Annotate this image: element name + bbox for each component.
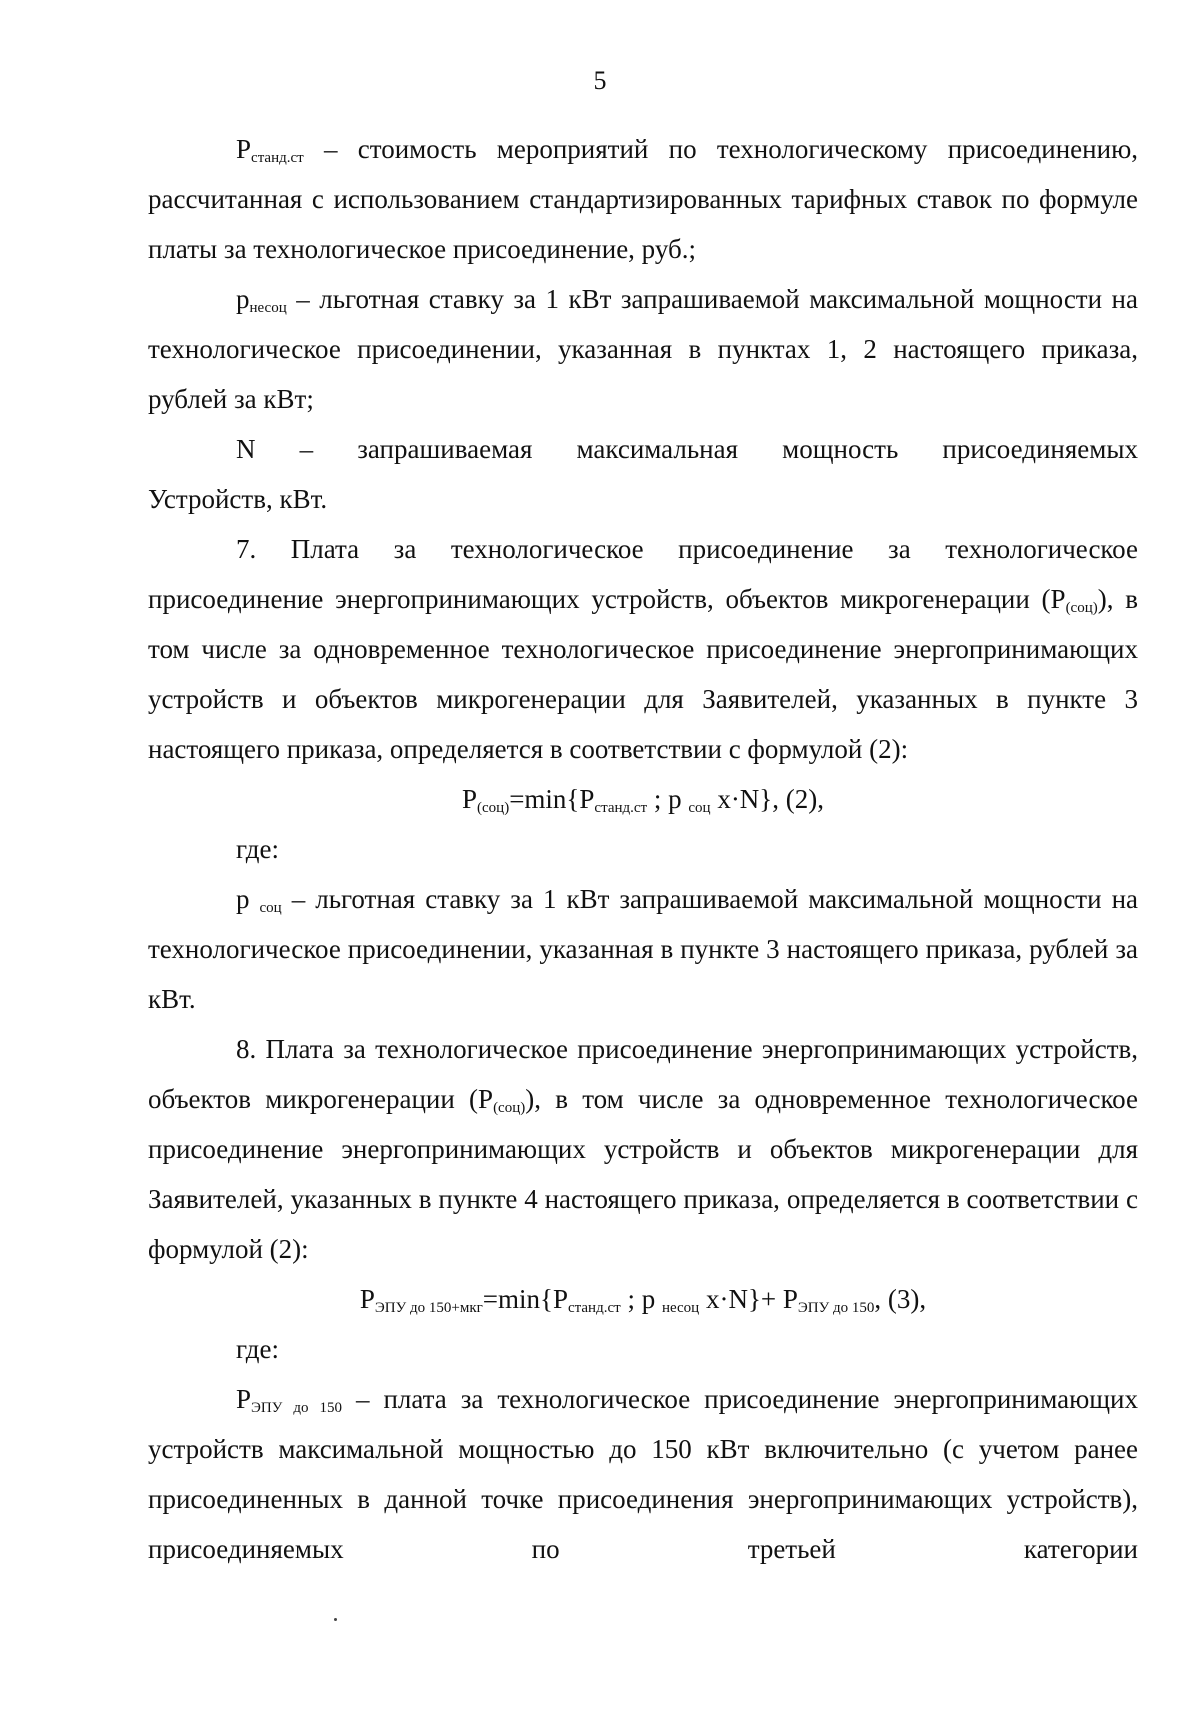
definition-p-soc — [148, 874, 1138, 1024]
definition-text: – плата за технологическое присоединение энергопринимающих устройств максимальной мощностью до 150 кВт включительно (с учетом ранее присоединенных в данной точке присоединения энергопринимающих устройств), присоединяемых по третьей категории — [148, 1384, 1138, 1564]
symbol-subscript: (соц) — [1065, 600, 1098, 616]
definition-n-line1: N – запрашиваемая максимальная мощность присоединяемых — [236, 434, 1138, 464]
formula-part: x·N}+ P — [699, 1284, 798, 1314]
formula-part: , (3), — [874, 1284, 927, 1314]
where-label: где: — [236, 834, 279, 864]
definition-text: – льготная ставку за 1 кВт запрашиваемой максимальной мощности на технологическое присоединении, указанная в пунктах 1, 2 настоящего приказа, рублей за кВт; — [148, 284, 1138, 414]
formula-3 — [148, 1274, 1138, 1324]
formula-part: =min{P — [509, 784, 595, 814]
formula-sub: (соц) — [477, 800, 510, 816]
paragraph-text-cont: ), в том числе за одновременное технологическое присоединение энергопринимающих устройств и объектов микрогенерации для Заявителей, указанных в пункте 4 настоящего приказа, определяется в соответствии с формулой (2): — [148, 1084, 1138, 1264]
symbol: p — [236, 284, 250, 314]
formula-part: ; p — [620, 1284, 662, 1314]
paragraph-text-cont: ), в том числе за одновременное технологическое присоединение энергопринимающих устройств и объектов микрогенерации для Заявителей, указанных в пункте 3 настоящего приказа, определяется в соответствии с формулой (2): — [148, 584, 1138, 764]
paragraph-text: 8. Плата за технологическое присоединение энергопринимающих устройств, объектов микрогенерации (P — [148, 1034, 1138, 1114]
scan-speck — [334, 1618, 337, 1621]
paragraph-text: 7. Плата за технологическое присоединение за технологическое присоединение энергопринимающих устройств, объектов микрогенерации (P — [148, 534, 1138, 614]
definition-text: – льготная ставку за 1 кВт запрашиваемой максимальной мощности на технологическое присоединении, указанная в пункте 3 настоящего приказа, рублей за кВт. — [148, 884, 1138, 1014]
symbol-subscript: ЭПУ до 150 — [251, 1400, 342, 1416]
formula-part: ; p — [647, 784, 689, 814]
formula-sub: станд.ст — [568, 1300, 621, 1316]
definition-text: – стоимость мероприятий по технологическому присоединению, — [303, 134, 1138, 164]
symbol-subscript: станд.ст — [251, 150, 304, 166]
definition-p-stand — [148, 124, 1138, 274]
formula-part: x·N}, (2), — [710, 784, 824, 814]
formula-sub: ЭПУ до 150+мкг — [374, 1300, 483, 1316]
definition-p-epu — [148, 1374, 1138, 1574]
paragraph-item-8 — [148, 1024, 1138, 1274]
definition-n-line2: Устройств, кВт. — [148, 484, 328, 514]
definition-text-cont: рассчитанная с использованием стандартизированных тарифных ставок по формуле платы за технологическое присоединение, руб.; — [148, 184, 1138, 264]
paragraph-item-7 — [148, 524, 1138, 774]
page-number: 5 — [593, 66, 607, 95]
formula-2 — [148, 774, 1138, 824]
formula-part: P — [359, 1284, 375, 1314]
symbol-subscript: (соц) — [493, 1100, 526, 1116]
symbol-subscript: несоц — [249, 300, 287, 316]
formula-sub: станд.ст — [594, 800, 648, 816]
formula-part: P — [461, 784, 478, 814]
where-label: где: — [236, 1334, 279, 1364]
formula-part: =min{P — [482, 1284, 568, 1314]
symbol: P — [236, 134, 252, 164]
formula-sub: несоц — [661, 1300, 700, 1316]
formula-sub: соц — [688, 800, 711, 816]
definition-p-nesoc — [148, 274, 1138, 424]
document-body — [148, 124, 1138, 1574]
symbol: P — [236, 1384, 252, 1414]
symbol-subscript: соц — [259, 900, 282, 916]
symbol: p — [236, 884, 260, 914]
formula-sub: ЭПУ до 150 — [797, 1300, 875, 1316]
